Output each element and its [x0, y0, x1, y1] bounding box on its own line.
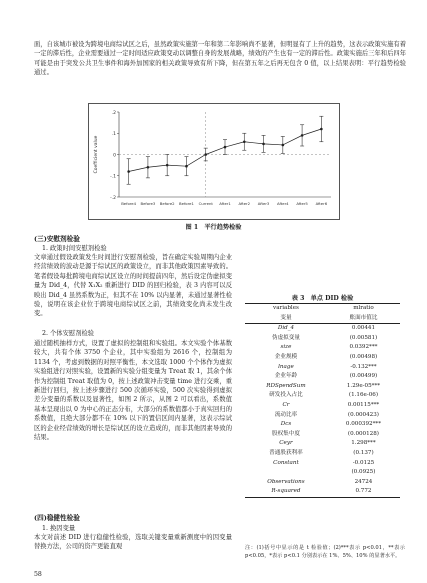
table-var: RDSpendSum	[266, 382, 306, 389]
table-coef: 0.000392***	[345, 421, 381, 428]
x-tick-label: After2	[238, 201, 251, 206]
estimate-point	[166, 164, 169, 167]
table-se: (0.000423)	[347, 411, 379, 418]
table-row-se	[245, 411, 400, 421]
estimate-point	[301, 134, 304, 137]
table-row	[245, 401, 400, 411]
did-table	[245, 303, 400, 498]
table-row-se	[245, 353, 400, 363]
chart-svg	[89, 104, 339, 219]
table-var: size	[280, 344, 292, 351]
table-row-se	[245, 372, 400, 382]
y-axis-label: Coefficient value	[94, 135, 99, 174]
table-se: (0.00499)	[349, 373, 378, 380]
x-tick-label: After6	[315, 201, 328, 206]
table-coef: -0.132***	[350, 363, 377, 370]
table-var-label: 流动比率	[274, 411, 298, 418]
r2-label: R-squared	[245, 487, 327, 497]
table-var: Ceyr	[279, 440, 293, 447]
x-tick-label: After4	[277, 201, 289, 206]
table-var: Constant	[273, 459, 299, 466]
estimate-point	[282, 144, 285, 147]
section3-para1: 文章通过假设政策发生时间进行安慰剂检验，旨在确定实验周期内企业经营绩效的波动是源于综试区的政策设立，而非其他政策因素导致的。笔者假设每批跨境电商综试区设立的时间提前四年，然后设定伪虚拟变量为 Did_4，代替 X₁X₂ 重新进行 DID 的回归检验，表 3 内容可以反映出 Did_4 虽然系数为正，但其不在 10% 以内显著，未通过显著性检验，说明在该企业位于跨境电商综试区之前，其绩效变化尚未发生改变。	[34, 254, 232, 318]
table-se: (1.16e-06)	[348, 392, 379, 399]
section3-heading: (三)安慰剂检验	[34, 235, 80, 243]
x-tick-label: After1	[219, 201, 231, 206]
x-tick-label: Before1	[179, 201, 194, 206]
estimate-point	[204, 153, 207, 156]
parallel-trend-chart	[88, 103, 340, 220]
x-tick-label: Before2	[159, 201, 175, 206]
observations-value: 24724	[354, 478, 373, 485]
table-coef: 0.00441	[351, 325, 376, 332]
x-tick-label: Before3	[140, 201, 156, 206]
table-se: (0.00498)	[349, 353, 378, 360]
table-header-row-2	[245, 314, 400, 324]
table-row-se	[245, 430, 400, 440]
x-tick-label: Current	[198, 201, 213, 206]
estimate-point	[127, 170, 130, 173]
table-se: (0.0925)	[351, 469, 376, 476]
table-se: (0.137)	[353, 449, 374, 456]
estimate-point	[185, 165, 188, 168]
table-row-observations	[245, 478, 400, 488]
table-var-label: 伪虚拟变量	[271, 334, 300, 341]
y-tick-label: 0	[113, 153, 116, 159]
section3-para2: 通过随机抽样方式，设置了虚拟的控制组和实验组。本文实验个体基数较大，共有个体 3750 个企业，其中实验组为 2616 个，控制组为 1134 个，考虑到数据的对照平衡性，本文选取 1000 个个体作为虚拟实验组进行对照实验，设置新的实验分组变量为 Treat 取 1，其余个体作为控制组 Treat 取值为 0，按上述政策冲击变量 time 进行交乘，重新进行回归，按上述步骤进行 500 次循环实验，500 次实验得到虚拟差分变量的系数以及显著性，如图 2 所示，从图 2 可以看出，系数值基本呈现出以 0 为中心的正态分布，大部分的系数值都小于真实回归的系数值，且绝大部分都不在 10% 以下的置信区间内显著，这表示综试区的企业经营绩效的增长是综试区的设立造成的，而非其他因素导致的结果。	[34, 340, 232, 442]
table-row-r2	[245, 487, 400, 497]
table-header-var: variables	[245, 304, 327, 314]
table-var: Dcs	[280, 421, 292, 428]
table-coef: 0.00115***	[347, 401, 380, 408]
table-var-label: 股权集中度	[271, 430, 300, 437]
top-paragraph: 面，自该城市被设为跨境电商综试区之后，虽然政策实施第一年和第二年影响尚不显著，但明显有了上升的趋势，这表示政策实施有着一定的滞后性，企业需要通过一定时间适应政策变动以调整自身的发展战略，绩效的产生也有一定的滞后性。政策实施后三年和后四年可能是由于突发公共卫生事件和海外加国家的相关政策导致有所下降，但在第五年之后再无包含 0 值，以上结果表明：平行趋势检验通过。	[34, 41, 406, 77]
table-header-row	[245, 304, 400, 314]
section3-sub2: 2. 个体安慰剂检验	[42, 330, 95, 337]
table-header-var-cn: 变量	[245, 314, 327, 324]
table-var-label: 企业规模	[274, 353, 298, 360]
y-tick-label: .1	[111, 132, 116, 138]
table-var: Cr	[282, 401, 290, 408]
section3-sub1: 1. 政策时间安慰剂检验	[42, 245, 107, 252]
table-var-label: 企业年龄	[274, 373, 298, 380]
section4-sub1: 1. 换因变量	[42, 525, 76, 532]
table-coef: -0.0125	[352, 459, 375, 466]
table-row	[245, 343, 400, 353]
table-coef: 1.298***	[351, 440, 376, 447]
estimate-point	[262, 143, 265, 146]
estimate-point	[243, 140, 246, 143]
table-var-label: 研发投入占比	[269, 392, 303, 399]
section4-para1: 本文对前述 DID 进行稳健性检验，选取关键变量重新测度中的因变量替换方法，公司的资产更能直观	[34, 534, 232, 551]
r2-value: 0.772	[327, 487, 400, 497]
estimate-point	[320, 128, 323, 131]
estimate-point	[224, 146, 227, 149]
x-tick-label: Before4	[121, 201, 137, 206]
table-row	[245, 459, 400, 469]
y-tick-label: -.2	[110, 195, 116, 201]
table-row	[245, 382, 400, 392]
estimate-point	[147, 166, 150, 169]
figure-caption: 图 1 平行趋势检验	[185, 224, 242, 231]
table-row	[245, 439, 400, 449]
table-coef: 1.29e-05***	[346, 382, 381, 389]
table-row-se	[245, 449, 400, 459]
table-row-se	[245, 334, 400, 344]
x-tick-label: After5	[296, 201, 308, 206]
table-note: 注：(1)括号中显示的是 t 检验值；(2)***表示 p<0.01，**表示 p<0.05，*表示 p<0.1 分别表示在 1%、5%、10% 的显著水平。	[245, 545, 405, 559]
y-tick-label: -.1	[110, 174, 116, 180]
table-var: Did_4	[277, 325, 295, 332]
table-row-se	[245, 391, 400, 401]
page-number: 58	[34, 571, 42, 578]
table-var-label: 普通股获利率	[269, 449, 303, 456]
table-row	[245, 363, 400, 373]
table-caption: 表 3 单点 DID 检验	[291, 295, 354, 302]
table-row	[245, 420, 400, 430]
table-var: lnage	[278, 363, 294, 370]
observations-label: Observations	[267, 478, 305, 485]
table-se: (0.000128)	[347, 430, 379, 437]
table-coef: 0.0392***	[349, 344, 378, 351]
y-tick-label: .2	[111, 110, 116, 116]
table-var-label	[245, 468, 327, 478]
x-tick-label: After3	[257, 201, 270, 206]
table-se: (0.00581)	[349, 334, 378, 341]
table-header-val: mlratio	[327, 304, 400, 314]
table-row-se	[245, 468, 400, 478]
section4-heading: (四)稳健性检验	[34, 514, 80, 522]
table-header-val-cn: 账面市值比	[327, 314, 400, 324]
table-row	[245, 324, 400, 334]
